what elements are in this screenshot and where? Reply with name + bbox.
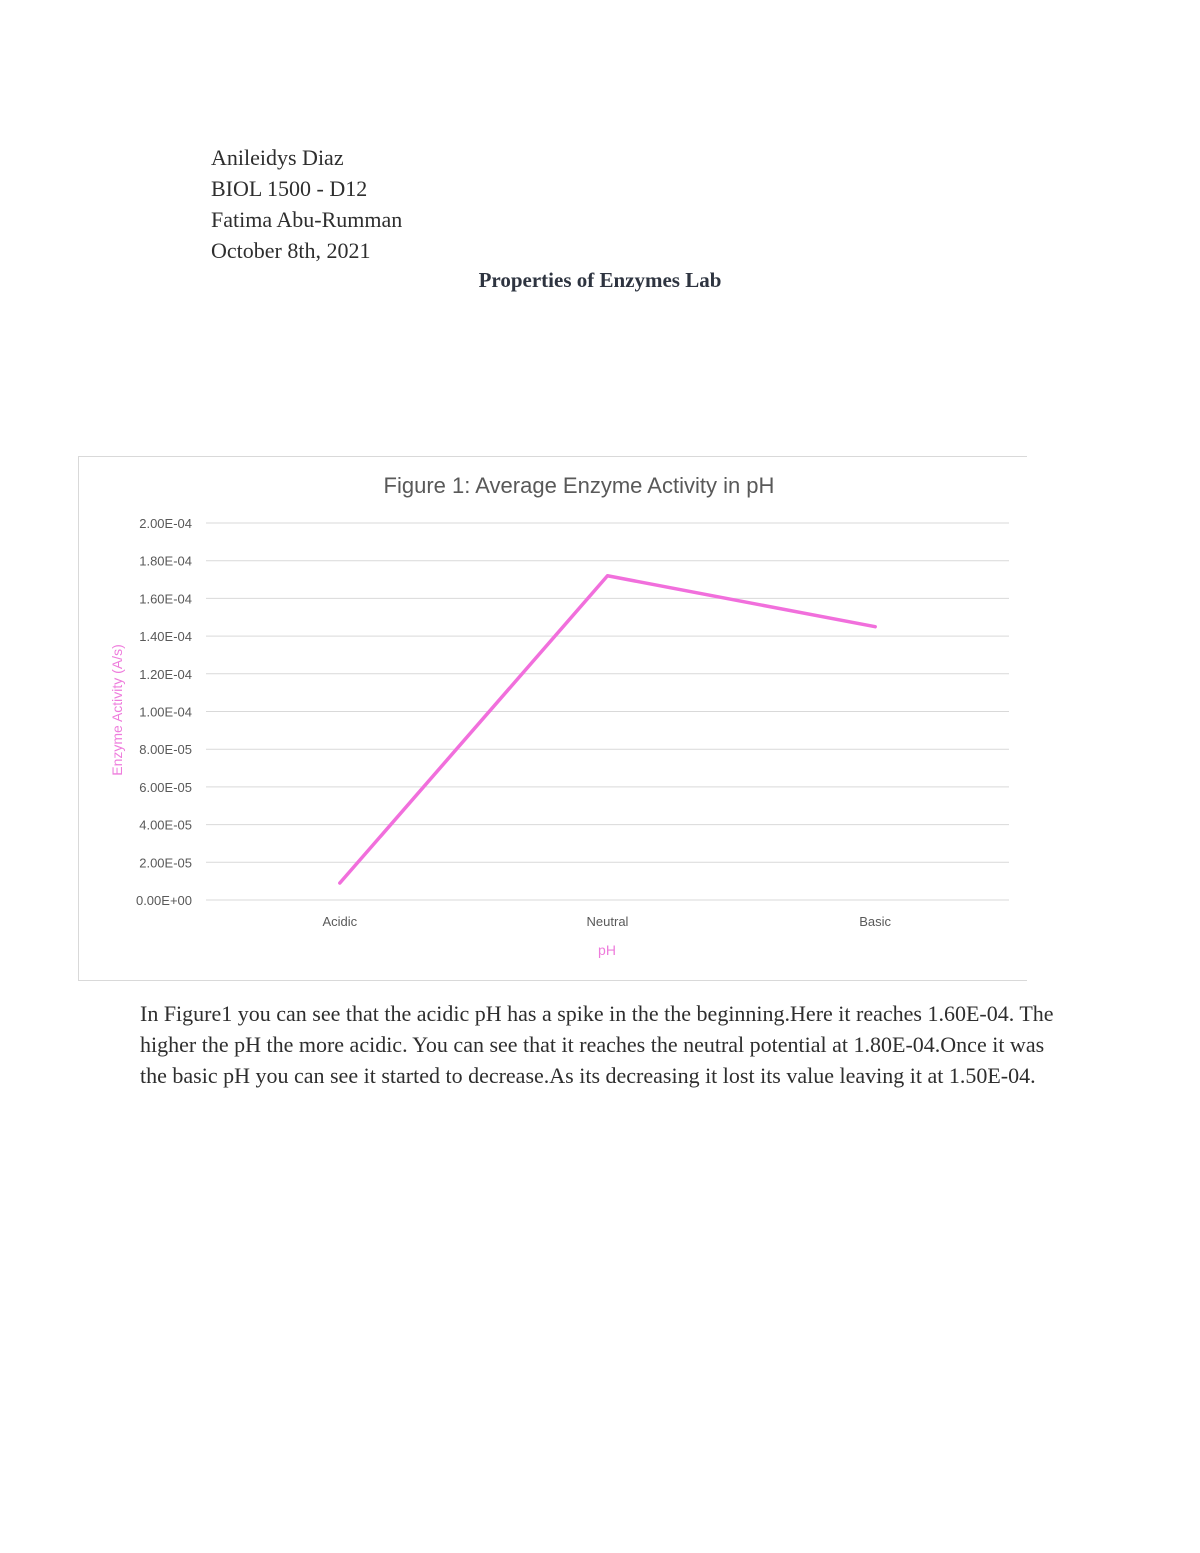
gridlines xyxy=(206,523,1009,900)
line-chart xyxy=(78,456,1027,981)
y-tick-label: 1.80E-04 xyxy=(139,553,192,569)
y-tick-label: 1.00E-04 xyxy=(139,704,192,720)
instructor-name: Fatima Abu-Rumman xyxy=(211,207,403,232)
series-layer xyxy=(340,576,875,883)
x-tick-label: Neutral xyxy=(586,914,629,929)
x-tick-label: Acidic xyxy=(322,914,358,929)
y-tick-label: 0.00E+00 xyxy=(135,893,192,908)
x-axis-label: pH xyxy=(598,942,616,958)
course-code: BIOL 1500 - D12 xyxy=(211,176,368,201)
header-block xyxy=(211,142,402,266)
analysis-paragraph: In Figure1 you can see that the acidic pH has a spike in the the beginning.Here it reaches 1.60E-04. The higher the pH the more acidic. You can see that it reaches the neutral potential at 1.80E-04.Once it was the basic pH you can see it started to decrease.As its decreasing it lost its value leaving it at 1.50E-04. xyxy=(140,1001,1054,1088)
y-tick-label: 2.00E-05 xyxy=(139,855,192,871)
x-tick-label: Basic xyxy=(859,914,892,929)
y-tick-label: 4.00E-05 xyxy=(139,817,192,833)
document-title: Properties of Enzymes Lab xyxy=(478,268,722,292)
series-line xyxy=(340,576,875,883)
y-tick-label: 6.00E-05 xyxy=(139,779,192,795)
y-axis-ticks xyxy=(136,516,192,908)
author-name: Anileidys Diaz xyxy=(211,145,344,170)
y-tick-label: 1.20E-04 xyxy=(139,666,192,682)
y-axis-label: Enzyme Activity (A/s) xyxy=(109,644,125,776)
chart-canvas xyxy=(79,457,1027,980)
x-axis-ticks xyxy=(322,914,891,929)
y-tick-label: 1.60E-04 xyxy=(139,591,192,607)
y-tick-label: 8.00E-05 xyxy=(139,742,192,758)
y-tick-label: 2.00E-04 xyxy=(139,516,192,531)
y-tick-label: 1.40E-04 xyxy=(139,629,192,645)
document-date: October 8th, 2021 xyxy=(211,238,371,263)
chart-title: Figure 1: Average Enzyme Activity in pH xyxy=(383,473,775,498)
